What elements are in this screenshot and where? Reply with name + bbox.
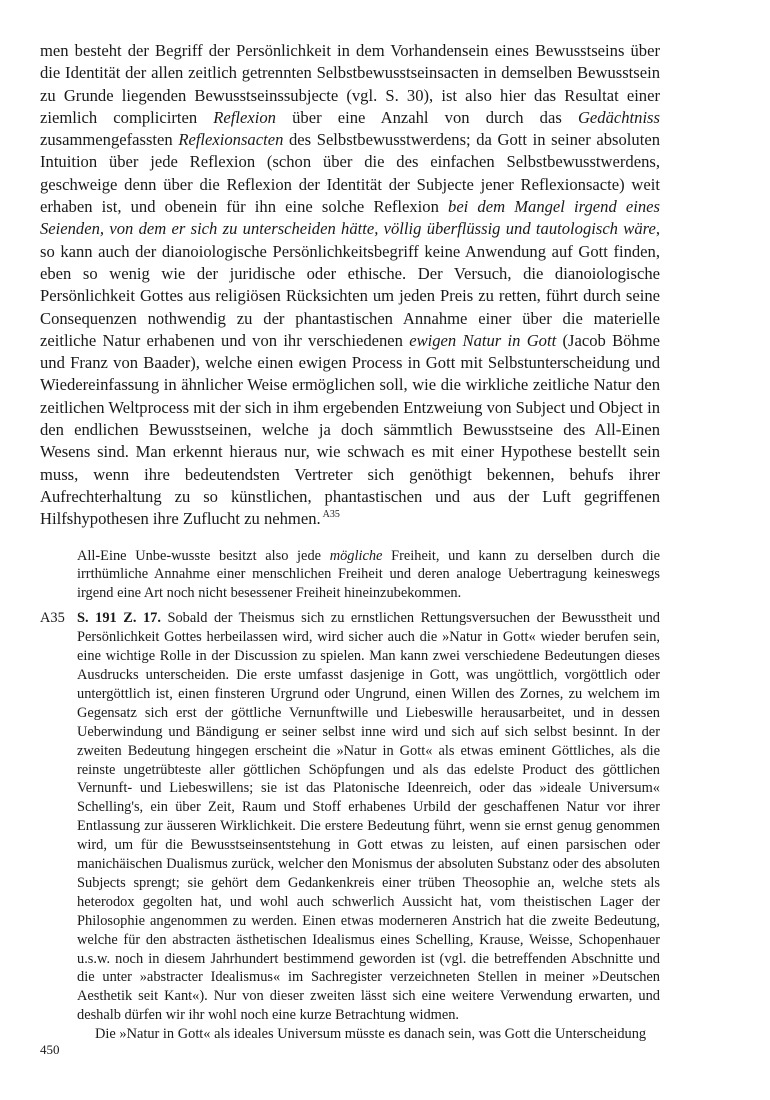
main-text-segment: , so kann auch der dianoiologische Persönlichkeitsbegriff keine Anwendung auf Gott finden, eben so wenig wie der juridische oder ethische. Der Versuch, die dianoiologische Persönlichkeit Gottes aus religiösen Rücksichten um jeden Preis zu retten, führt durch seine Consequenzen nothwendig zu der phantastischen Annahme einer über die materielle zeitliche Natur erhabenen und von ihr verschiedenen [40,219,660,350]
main-italic-segment: Reflexion [213,107,276,127]
annotation-note [40,609,660,1044]
annotation-paragraph [77,609,660,1025]
main-paragraph [40,40,660,531]
main-text-segment: (Jacob Böhme und Franz von Baader), welche einen ewigen Process in Gott mit Selbstunterscheidung und Wiedereinfassung in ähnlicher Weise ermöglichen soll, wie die wirkliche zeitliche Natur den zeitlichen Weltprocess mit der sich in ihm ergebenden Entzweiung von Subject und Object in den endlichen Bewusstseinen, welche ja doch sämmtlich Bewusstseine des All-Einen Wesens sind. Man erkennt hieraus nur, wie schwach es mit einer Hypothese bestellt sein muss, wenn ihre bedeutendsten Vertreter sich genöthigt bekennen, behufs ihrer Aufrechterhaltung zu so künstlichen, phantastischen und aus der Luft gegriffenen Hilfshypothesen ihre Zuflucht zu nehmen. [40,330,660,529]
annotation-label: A35 [40,610,65,627]
main-text-segment: zusammengefassten [40,130,179,150]
main-italic-segment: Reflexionsacten [178,130,284,150]
annotation-reference: S. 191 Z. 17. [77,610,161,627]
main-text-segment: men besteht der Begriff der Persönlichkeit in dem Vorhandensein eines Bewusstseins über die Identität der allen zeitlich getrennten Selbstbewusstseinsacten in demselben Bewusstsein zu Grunde liegenden Bewusstseinssubjecte (vgl. S. 30), ist also hier das Resultat einer ziemlich complicirten [40,41,660,127]
page-number: 450 [40,1042,60,1057]
footnote-text-segment: All-Eine Unbe-wusste besitzt also jede [77,547,330,564]
footnote-continuation [40,547,660,604]
annotation-paragraph: Die »Natur in Gott« als ideales Universum müsste es danach sein, was Gott die Unterscheidung [95,1026,647,1043]
footnote-text-segment: Freiheit, und kann zu derselben durch die irrthümliche Annahme einer menschlichen Freiheit und deren analoge Uebertragung keineswegs irgend eine Art noch nicht besessener Freiheit hineinzubekommen. [77,547,661,602]
main-text-segment: über eine Anzahl von durch das [275,107,578,127]
main-italic-segment: Gedächtniss [577,107,660,127]
footnote-italic-segment: mögliche [329,547,383,564]
annotation-text: Sobald der Theismus sich zu ernstlichen Rettungsversuchen der Bewusstheit und Persönlichkeit Gottes herbeilassen wird, wird sicher auch die »Natur in Gott« wieder berufen sein, eine wichtige Rolle in der Discussion zu spielen. Man kann zwei verschiedene Bedeutungen dieses Ausdrucks unterscheiden. Die erste umfasst dasjenige in Gott, was ungöttlich, vorgöttlich oder untergöttlich ist, einen finsteren Urgrund oder Ungrund, einen Willen des Zornes, zu welchem im Gegensatz sich erst der göttliche Vernunftwille und Liebeswille herausarbeitet, und in dessen Ueberwindung und Bändigung er seiner selbst inne wird und sich auf sich selbst besinnt. In der zweiten Bedeutung hingegen erscheint die »Natur in Gott« als etwas eminent Göttliches, als die reinste ungetrübteste aller göttlichen Schöpfungen und als das edelste Product des göttlichen Vernunft- und Liebeswillens; sie ist das Platonische Ideenreich, oder das »ideale Universum« Schelling's, ein über Zeit, Raum und Stoff erhabenes Urbild der geschaffenen Natur vor ihrer Entlassung zur äusseren Wirklichkeit. Die erstere Bedeutung führt, wenn sie ernst genug genommen wird, um für die Bewusstseinsentstehung in Gott etwas zu leisten, auf einen parsischen oder manichäischen Dualismus zurück, welcher den Monismus der absoluten Substanz oder des absoluten Subjects sprengt; sie gehört dem Gedankenkreis einer trüben Theosophie an, welche stets als heterodox gegolten hat, und wohl auch schwerlich Aussicht hat, vom theistischen Lager der Philosophie angenommen zu werden. Einen etwas moderneren Anstrich hat die zweite Bedeutung, welche für den abstracten ästhetischen Idealismus eines Schelling, Krause, Weisse, Schopenhauer u.s.w. noch in diesem Jahrhundert bestimmend geworden ist (vgl. die betreffenden Abschnitte und die unter »abstracter Idealismus« im Sachregister verzeichneten Stellen in meiner »Deutschen Aesthetik seit Kant«). Nur von dieser zweiten lässt sich eine weitere Verwendung erwarten, und deshalb dürfen wir ihr wohl noch eine kurze Betrachtung widmen. [77,610,660,1024]
main-text-segment: des Selbstbewusstwerdens; da Gott in seiner absoluten Intuition über jede Reflexion (schon über die des einfachen Selbstbewusstwerdens, geschweige denn über die Reflexion der Identität der Subjecte jener Reflexionsacte) weit erhaben ist, und obenein für ihn eine solche Reflexion [40,130,660,217]
page-body [40,40,660,1044]
annotation-marker: A35 [322,509,340,521]
main-italic-segment: bei dem Mangel irgend eines Seienden, von dem er sich zu unterscheiden hätte, völlig überflüssig und tautologisch wäre [40,197,660,239]
main-italic-segment: ewigen Natur in Gott [409,330,557,350]
